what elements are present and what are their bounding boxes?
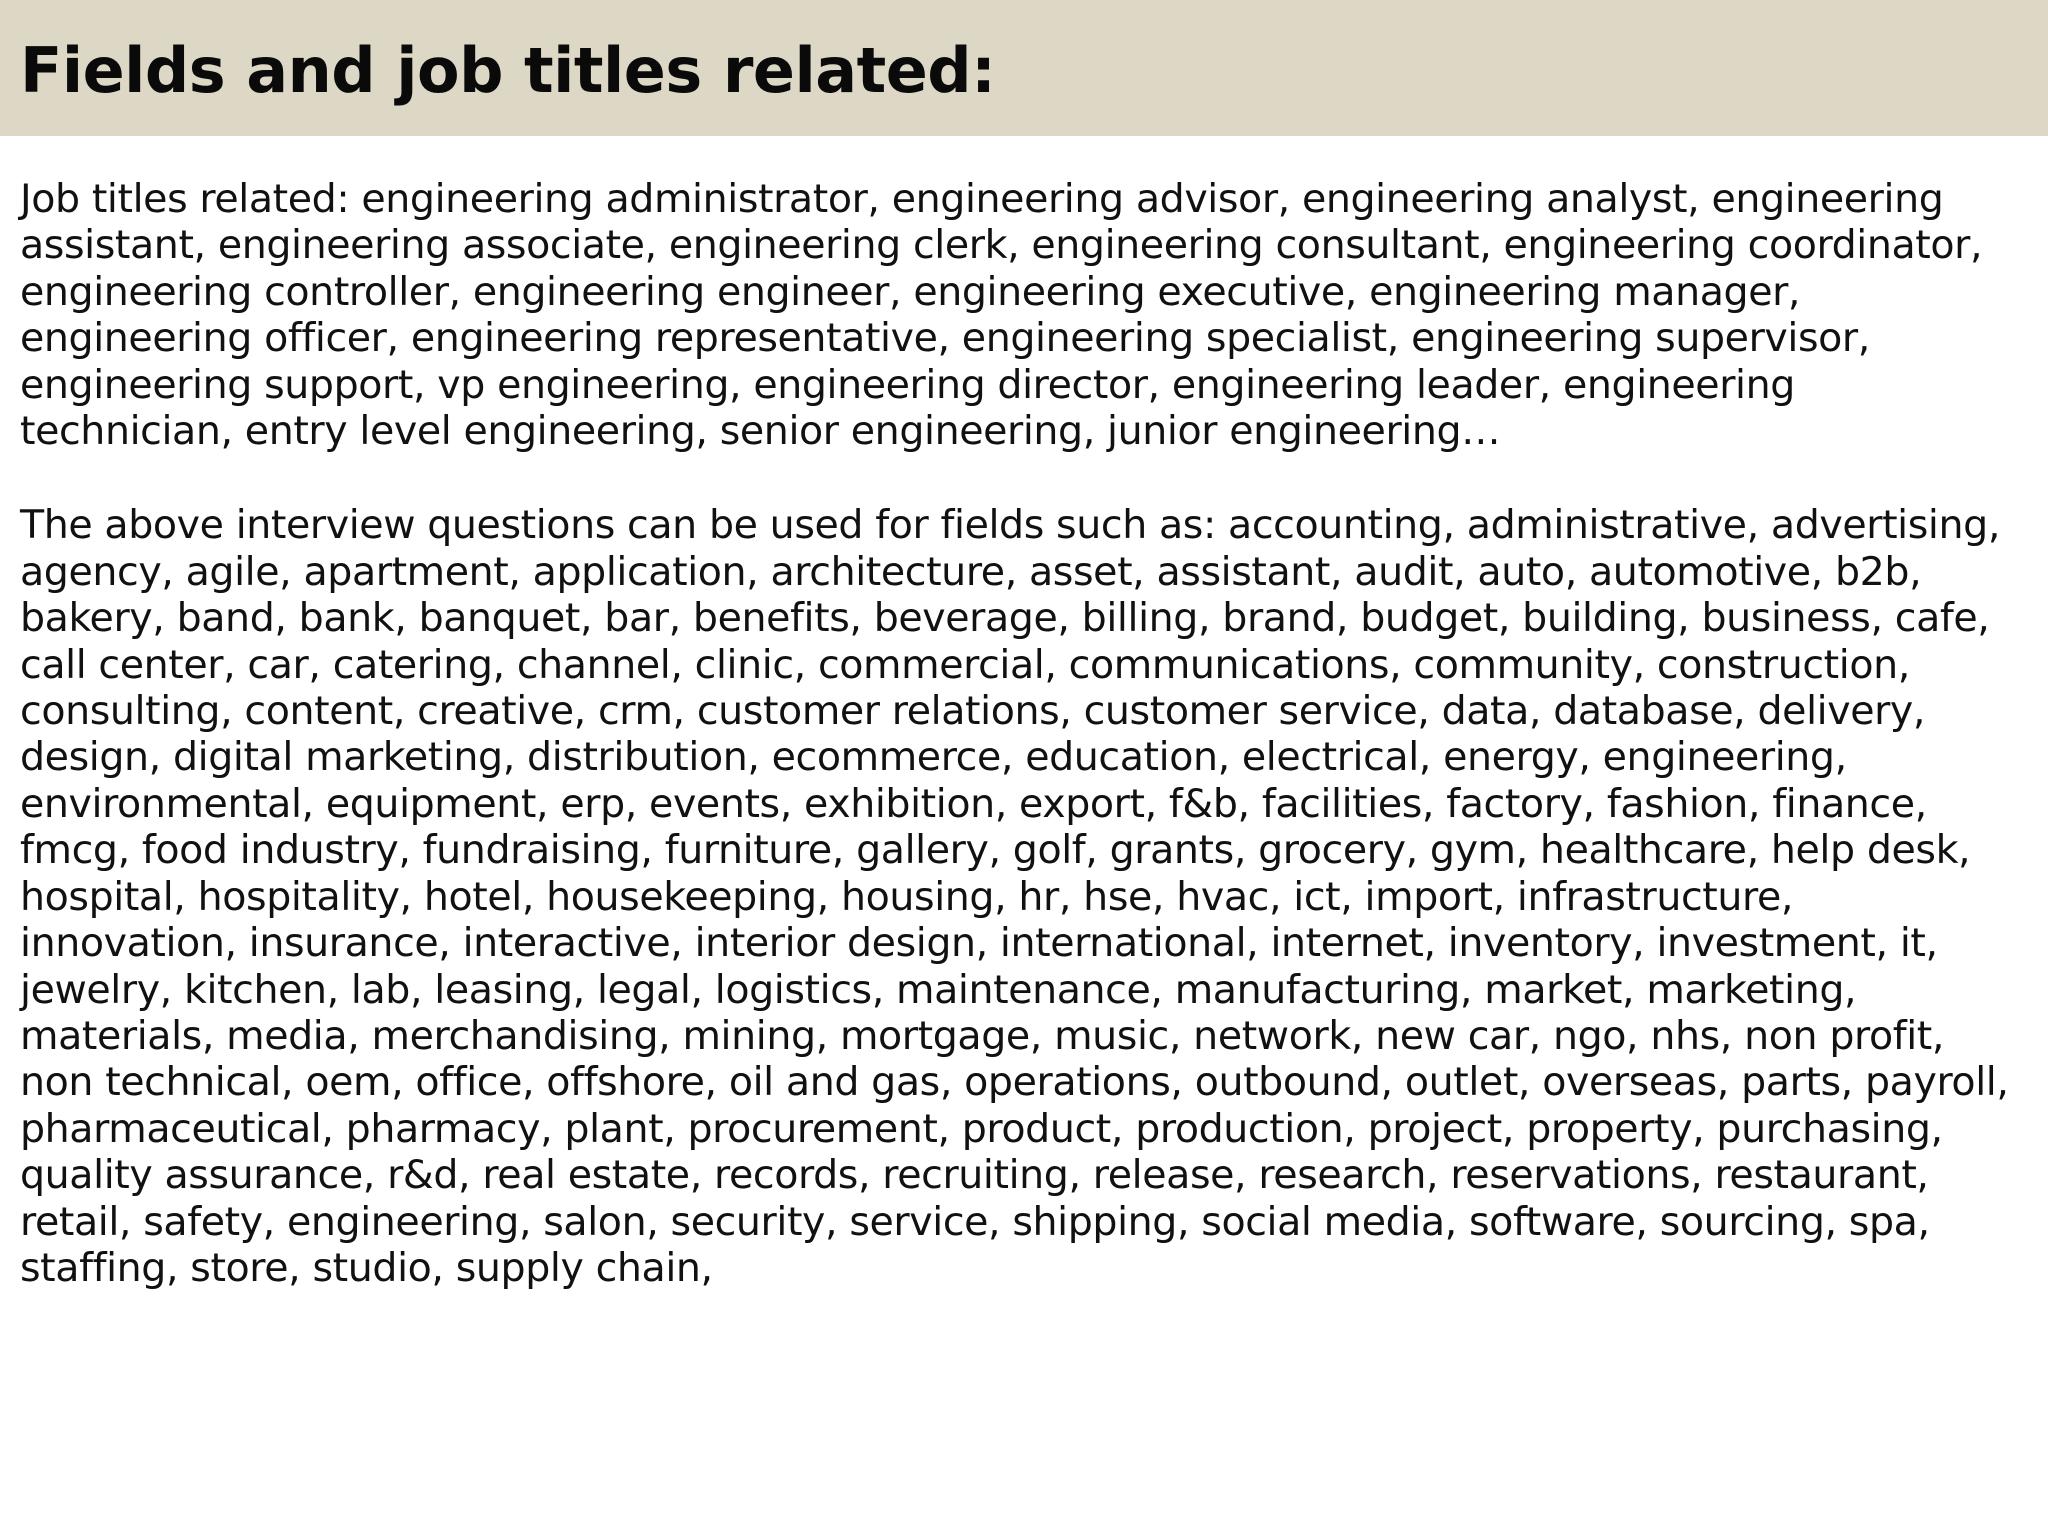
paragraph-line: assistant, engineering associate, engineering clerk, engineering consultant, engineering coordinator, (20, 222, 1983, 269)
fields-paragraph (20, 502, 2030, 1291)
paragraph-line: technician, entry level engineering, senior engineering, junior engineering… (20, 408, 1501, 455)
title-bar (0, 0, 2048, 136)
paragraph-line: Job titles related: engineering administrator, engineering advisor, engineering analyst, engineering (20, 176, 1944, 222)
paragraph-line: bakery, band, bank, banquet, bar, benefits, beverage, billing, brand, budget, building, business, cafe, (20, 595, 1990, 642)
paragraph-line: hospital, hospitality, hotel, housekeeping, housing, hr, hse, hvac, ict, import, infrastructure, (20, 873, 1794, 920)
paragraph-line: The above interview questions can be used for fields such as: accounting, administrative, advertising, (20, 502, 2000, 549)
paragraph-line: consulting, content, creative, crm, customer relations, customer service, data, database, delivery, (20, 688, 1926, 735)
paragraph-line: materials, media, merchandising, mining, mortgage, music, network, new car, ngo, nhs, non profit, (20, 1012, 1945, 1059)
paragraph-line: retail, safety, engineering, salon, security, service, shipping, social media, software, sourcing, spa, (20, 1198, 1930, 1245)
paragraph-line: jewelry, kitchen, lab, leasing, legal, logistics, maintenance, manufacturing, market, marketing, (20, 966, 1857, 1013)
paragraph-line: engineering support, vp engineering, engineering director, engineering leader, engineering (20, 361, 1795, 408)
paragraph-line: fmcg, food industry, fundraising, furniture, gallery, golf, grants, grocery, gym, healthcare, help desk, (20, 827, 1971, 874)
slide-title: Fields and job titles related: (20, 34, 996, 107)
slide-body (20, 176, 2030, 1291)
paragraph-line: staffing, store, studio, supply chain, (20, 1244, 713, 1291)
paragraph-line: environmental, equipment, erp, events, exhibition, export, f&b, facilities, factory, fashion, finance, (20, 780, 1927, 827)
paragraph-line: quality assurance, r&d, real estate, records, recruiting, release, research, reservations, restaurant, (20, 1152, 1929, 1199)
paragraph-line: design, digital marketing, distribution, ecommerce, education, electrical, energy, engineering, (20, 734, 1847, 781)
paragraph-line: engineering controller, engineering engineer, engineering executive, engineering manager, (20, 268, 1801, 315)
paragraph-line: non technical, oem, office, offshore, oil and gas, operations, outbound, outlet, overseas, parts, payroll, (20, 1059, 2009, 1106)
job-titles-paragraph (20, 176, 2030, 454)
paragraph-line: pharmaceutical, pharmacy, plant, procurement, product, production, project, property, purchasing, (20, 1105, 1943, 1152)
paragraph-line: agency, agile, apartment, application, architecture, asset, assistant, audit, auto, automotive, b2b, (20, 548, 1922, 595)
paragraph-line: engineering officer, engineering representative, engineering specialist, engineering supervisor, (20, 315, 1870, 362)
paragraph-line: innovation, insurance, interactive, interior design, international, internet, inventory, investment, it, (20, 920, 1938, 967)
paragraph-line: call center, car, catering, channel, clinic, commercial, communications, community, construction, (20, 641, 1910, 688)
